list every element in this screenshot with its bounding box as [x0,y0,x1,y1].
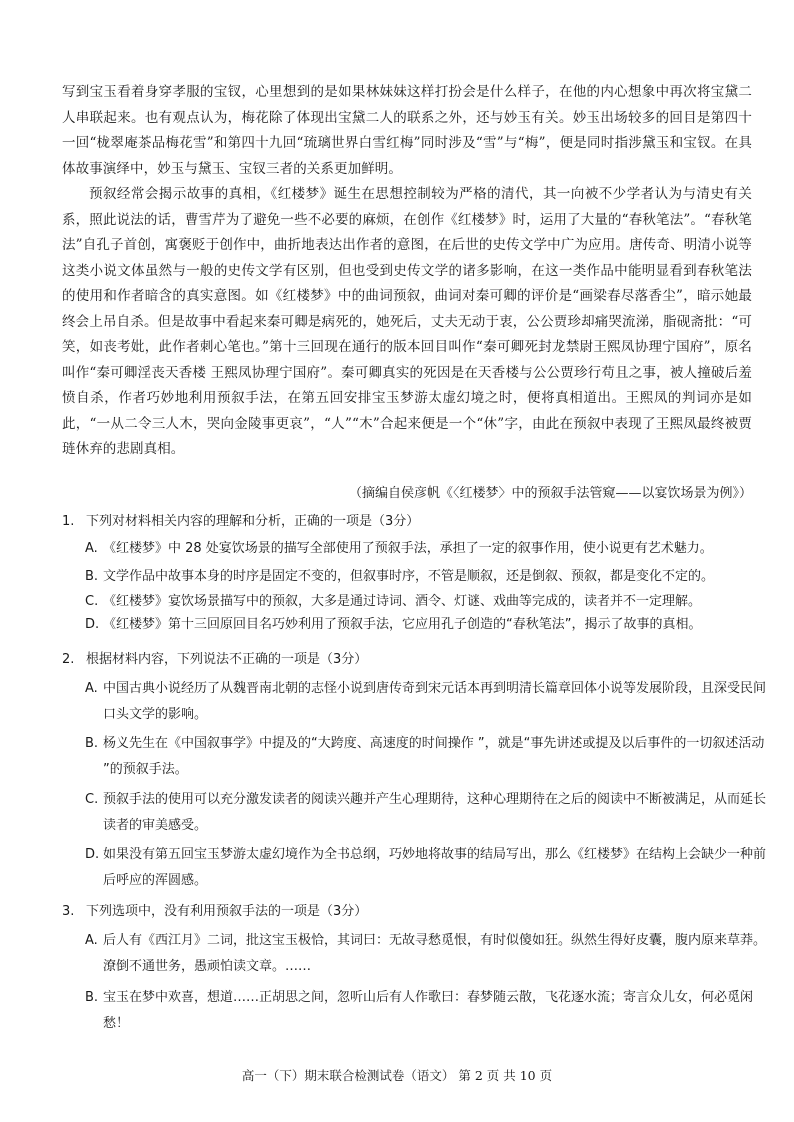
question-number: 3. [62,904,75,919]
page-footer: 高一（下）期末联合检测试卷（语文） 第 2 页 共 10 页 [241,1068,553,1083]
option-text: 文学作品中故事本身的时序是固定不变的，但叙事时序，不管是顺叙，还是倒叙、预叙，都是变化不定的。 [103,569,715,584]
question-2-option-c [85,787,771,839]
question-1-option-a [85,536,771,562]
option-letter: D. [85,617,100,632]
option-letter: D. [85,847,100,862]
question-number: 1. [62,514,75,529]
option-letter: B. [85,736,99,751]
question-2-option-a [85,676,771,728]
question-1 [62,511,752,533]
option-text: 杨义先生在《中国叙事学》中提及的“大跨度、高速度的时间操作 ”，就是“事先讲述或提及以后事件的一切叙述活动 ”的预叙手法。 [103,736,765,777]
option-letter: B. [85,569,99,584]
option-letter: C. [85,594,99,609]
question-stem: 根据材料内容，下列说法不正确的一项是（3分） [86,652,368,667]
option-text: 《红楼梦》中 28 处宴饮场景的描写全部使用了预叙手法，承担了一定的叙事作用，使小说更有艺术魅力。 [103,541,713,556]
option-text: 预叙手法的使用可以充分激发读者的阅读兴趣并产生心理期待，这种心理期待在之后的阅读中不断被满足，从而延长读者的审美感受。 [103,792,767,833]
question-stem: 下列对材料相关内容的理解和分析，正确的一项是（3分） [86,514,420,529]
question-stem: 下列选项中，没有利用预叙手法的一项是（3分） [86,904,368,919]
question-number: 2. [62,652,75,667]
question-1-option-d [85,612,771,638]
question-3-option-a [85,928,771,980]
option-text: 如果没有第五回宝玉梦游太虚幻境作为全书总纲，巧妙地将故事的结局写出，那么《红楼梦》在结构上会缺少一种前后呼应的浑圆感。 [103,847,767,888]
option-letter: A. [85,541,98,556]
option-text: 后人有《西江月》二词，批这宝玉极恰，其词曰：无故寻愁觅恨，有时似傻如狂。纵然生得好皮囊，腹内原来草莽。潦倒不通世务，愚顽怕读文章。…… [103,933,767,974]
article-paragraph-1: 写到宝玉看着身穿孝服的宝钗，心里想到的是如果林妹妹这样打扮会是什么样子，在他的内心想象中再次将宝黛二人串联起来。也有观点认为，梅花除了体现出宝黛二人的联系之外，还与妙玉有关。妙玉出场较多的回目是第四十一回“栊翠庵茶品梅花雪”和第四十九回“琉璃世界白雪红梅”同时涉及“雪”与“梅”，便是同时指涉黛玉和宝钗。在具体故事演绎中，妙玉与黛玉、宝钗三者的关系更加鲜明。 [62,84,752,177]
question-2-option-b [85,731,771,783]
article-paragraph-2: 预叙经常会揭示故事的真相，《红楼梦》诞生在思想控制较为严格的清代，其一向被不少学者认为与清史有关系，照此说法的话，曹雪芹为了避免一些不必要的麻烦，在创作《红楼梦》时，运用了大量的“春秋笔法”。“春秋笔法”自孔子首创，寓褒贬于创作中，曲折地表达出作者的意图，在后世的史传文学中广为应用。唐传奇、明清小说等这类小说文体虽然与一般的史传文学有区别，但也受到史传文学的诸多影响，在这一类作品中能明显看到春秋笔法的使用和作者暗含的真实意图。如《红楼梦》中的曲词预叙，曲词对秦可卿的评价是“画梁春尽落香尘”，暗示她最终会上吊自杀。但是故事中看起来秦可卿是病死的，她死后，丈夫无动于衷，公公贾珍却痛哭流涕，脂砚斋批：“可笑，如丧考妣，此作者刺心笔也。”第十三回现在通行的版本回目叫作“秦可卿死封龙禁尉王熙凤协理宁国府”，原名叫作“秦可卿淫丧天香楼 王熙凤协理宁国府”。秦可卿真实的死因是在天香楼与公公贾珍行苟且之事，被人撞破后羞愤自杀，作者巧妙地利用预叙手法，在第五回安排宝玉梦游太虚幻境之时，便将真相道出。王熙凤的判词亦是如此，“一从二令三人木，哭向金陵事更哀”，“人”“木”合起来便是一个“休”字，由此在预叙中表现了王熙凤最终被贾琏休弃的悲剧真相。 [62,186,752,457]
question-1-option-b [85,564,771,590]
question-3 [62,901,752,923]
option-text: 中国古典小说经历了从魏晋南北朝的志怪小说到唐传奇到宋元话本再到明清长篇章回体小说等发展阶段，且深受民间口头文学的影响。 [103,681,767,722]
option-letter: A. [85,681,98,696]
question-2 [62,649,752,671]
option-letter: C. [85,792,99,807]
question-3-option-b [85,985,771,1037]
option-letter: B. [85,990,99,1005]
option-text: 宝玉在梦中欢喜，想道……正胡思之间，忽听山后有人作歌曰：春梦随云散，飞花逐水流；寄言众儿女，何必觅闲愁！ [103,990,754,1031]
article-source: （摘编自侯彦帆《〈红楼梦〉中的预叙手法管窥——以宴饮场景为例》） [348,486,752,501]
option-letter: A. [85,933,98,948]
question-2-option-d [85,842,771,894]
option-text: 《红楼梦》宴饮场景描写中的预叙，大多是通过诗词、酒令、灯谜、戏曲等完成的，读者并不一定理解。 [103,594,702,609]
option-text: 《红楼梦》第十三回原回目名巧妙利用了预叙手法，它应用孔子创造的“春秋笔法”，揭示了故事的真相。 [103,617,702,632]
